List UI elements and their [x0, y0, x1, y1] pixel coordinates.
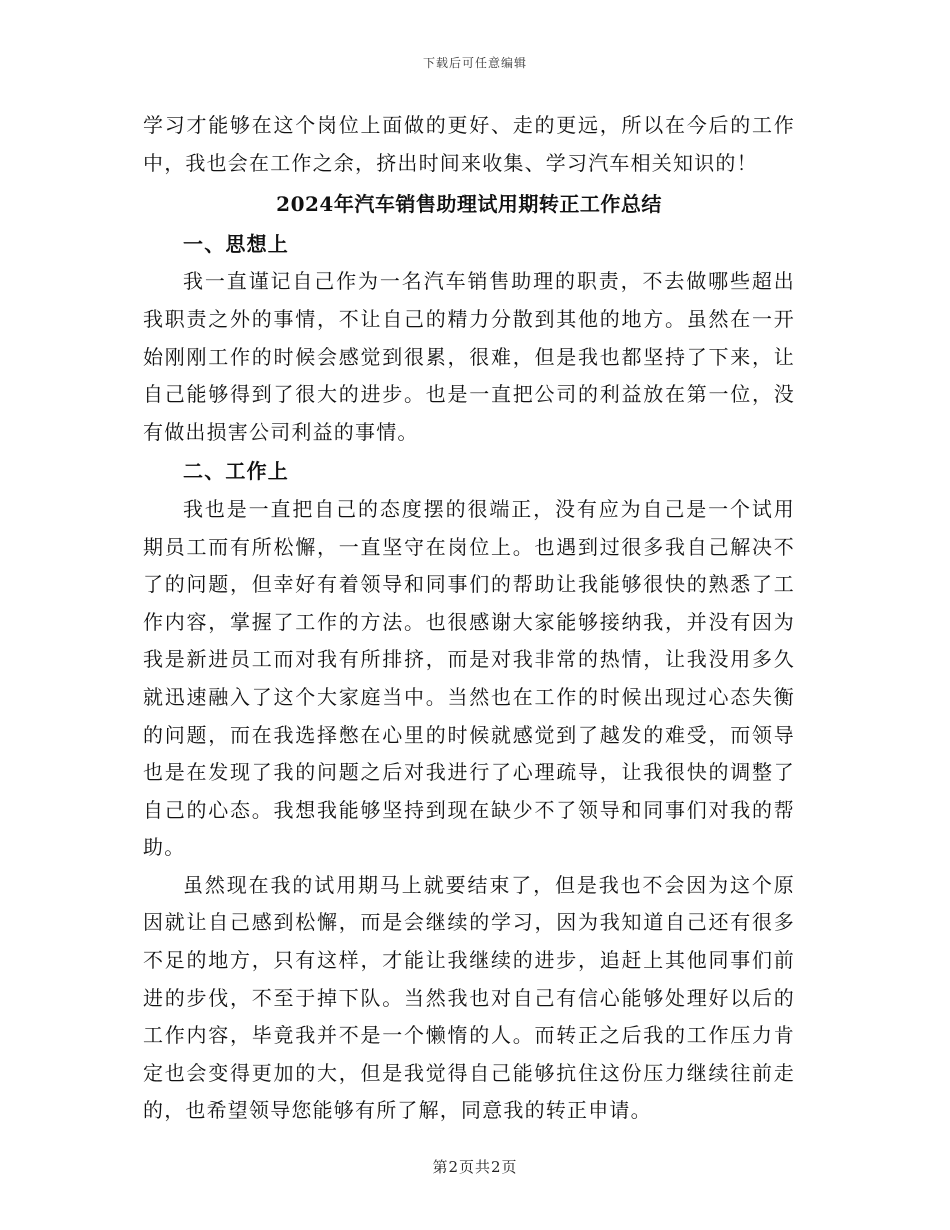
- paragraph-thought: 我一直谨记自己作为一名汽车销售助理的职责，不去做哪些超出我职责之外的事情，不让自己的精力分散到其他的地方。虽然在一开始刚刚工作的时候会感觉到很累，很难，但是我也都坚持了下来，让自己能够得到了很大的进步。也是一直把公司的利益放在第一位，没有做出损害公司利益的事情。: [143, 269, 795, 444]
- page-number: 第2页共2页: [432, 1158, 518, 1176]
- section-heading-thought: 一、思想上: [183, 231, 289, 256]
- section-heading-work: 二、工作上: [183, 459, 289, 484]
- continuation-paragraph: 学习才能够在这个岗位上面做的更好、走的更远，所以在今后的工作中，我也会在工作之余，挤出时间来收集、学习汽车相关知识的！: [143, 113, 795, 175]
- document-body: [143, 107, 795, 1130]
- paragraph-work-2: 虽然现在我的试用期马上就要结束了，但是我也不会因为这个原因就让自己感到松懈，而是会继续的学习，因为我知道自己还有很多不足的地方，只有这样，才能让我继续的进步，追赶上其他同事们前进的步伐，不至于掉下队。当然我也对自己有信心能够处理好以后的工作内容，毕竟我并不是一个懒惰的人。而转正之后我的工作压力肯定也会变得更加的大，但是我觉得自己能够抗住这份压力继续往前走的，也希望领导您能够有所了解，同意我的转正申请。: [143, 872, 795, 1123]
- page-header-note: 下载后可任意编辑: [422, 56, 527, 70]
- paragraph-work-1: 我也是一直把自己的态度摆的很端正，没有应为自己是一个试用期员工而有所松懈，一直坚守在岗位上。也遇到过很多我自己解决不了的问题，但幸好有着领导和同事们的帮助让我能够很快的熟悉了工作内容，掌握了工作的方法。也很感谢大家能够接纳我，并没有因为我是新进员工而对我有所排挤，而是对我非常的热情，让我没用多久就迅速融入了这个大家庭当中。当然也在工作的时候出现过心态失衡的问题，而在我选择憋在心里的时候就感觉到了越发的难受，而领导也是在发现了我的问题之后对我进行了心理疏导，让我很快的调整了自己的心态。我想我能够坚持到现在缺少不了领导和同事们对我的帮助。: [143, 496, 795, 860]
- document-title: 2024年汽车销售助理试用期转正工作总结: [276, 192, 662, 217]
